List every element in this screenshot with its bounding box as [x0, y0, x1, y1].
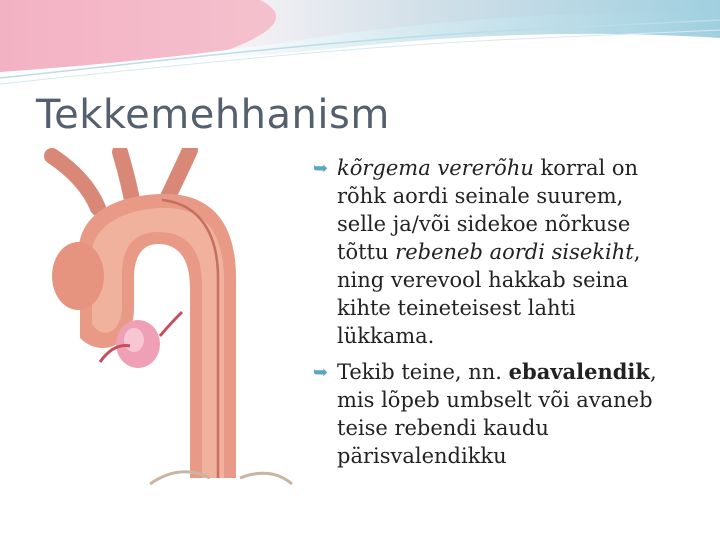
bullet-line: teise rebendi kaudu [337, 416, 549, 440]
bullet-list [313, 154, 693, 478]
bullet-line: rõhk aordi seinale suurem, [337, 184, 624, 208]
bullet-line: kõrgema vererõhu korral on [337, 156, 639, 180]
bullet-line: selle ja/või sidekoe nõrkuse [337, 212, 631, 236]
curled-arrow-bullet-icon: ➥ [313, 362, 329, 383]
bullet-line: ning verevool hakkab seina [337, 268, 629, 292]
bullet-item [313, 154, 693, 350]
slide-title: Tekkemehhanism [36, 92, 390, 138]
bullet-line: pärisvalendikku [337, 444, 507, 468]
curled-arrow-bullet-icon: ➥ [313, 158, 329, 179]
bullet-item [313, 358, 693, 470]
bullet-line: lükkama. [337, 324, 435, 348]
aortic-dissection-illustration [40, 148, 300, 510]
bullet-line: kihte teineteisest lahti [337, 296, 576, 320]
bullet-line: tõttu rebeneb aordi sisekiht, [337, 240, 641, 264]
header-wave-decoration [0, 0, 720, 90]
bullet-line: mis lõpeb umbselt või avaneb [337, 388, 653, 412]
bullet-line: Tekib teine, nn. ebavalendik, [337, 359, 657, 384]
